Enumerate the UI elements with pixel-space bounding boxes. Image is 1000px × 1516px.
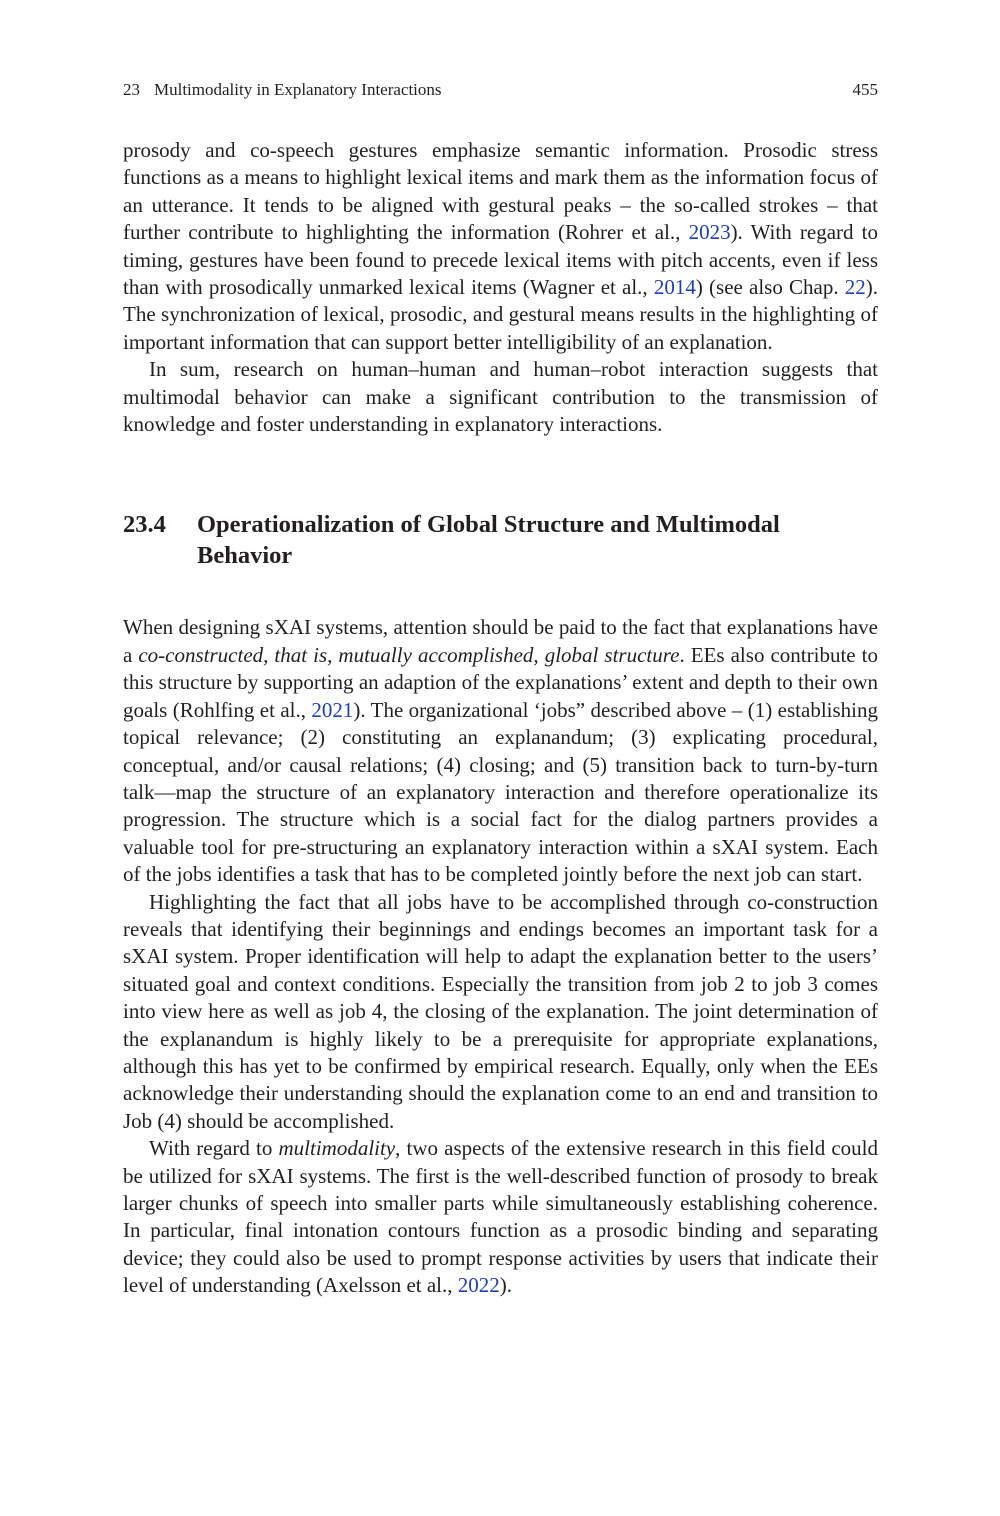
- citation-link-wagner-2014[interactable]: 2014: [653, 275, 696, 300]
- section-title: Operationalization of Global Structure and Multimodal Behavior: [197, 511, 780, 570]
- citation-link-rohlfing-2021[interactable]: 2021: [311, 697, 354, 722]
- text-run: ).: [499, 1273, 512, 1298]
- paragraph-prosody-gestures: [123, 137, 878, 356]
- text-run: ). The synchronization of lexical, prosodic, and gestural means results in the highlighting of important information that can support better intelligibility of an explanation.: [123, 275, 878, 354]
- text-run: prosody and co-speech gestures emphasize semantic information. Prosodic stress functions as a means to highlight lexical items and mark them as the information focus of an utterance. It tends to be aligned with gestural peaks – the so-called strokes – that further contribute to highlighting the information (Rohrer et al.,: [123, 138, 878, 245]
- page-number: 455: [852, 80, 878, 99]
- section-heading: [123, 509, 878, 571]
- text-run: Highlighting the fact that all jobs have to be accomplished through co-construction reveals that identifying their beginnings and endings becomes an important task for a sXAI system. Proper identification will help to adapt the explanation better to the users’ situated goal and context conditions. Especially the transition from job 2 to job 3 comes into view here as well as job 4, the closing of the explanation. The joint determination of the explanandum is highly likely to be a prerequisite for appropriate explanations, although this has yet to be confirmed by empirical research. Equally, only when the EEs acknowledge their understanding should the explanation come to an end and transition to Job (4) should be accomplished.: [123, 889, 878, 1133]
- text-run: With regard to: [149, 1136, 279, 1161]
- emphasis-text: co-constructed, that is, mutually accomplished, global structure: [138, 642, 680, 667]
- text-run: , two aspects of the extensive research in this field could be utilized for sXAI systems. The first is the well-described function of prosody to break larger chunks of speech into smaller parts while simultaneously establishing coherence. In particular, final intonation contours function as a prosodic binding and separating device; they could also be used to prompt response activities by users that indicate their level of understanding (Axelsson et al.,: [123, 1136, 878, 1298]
- chapter-title: Multimodality in Explanatory Interactions: [154, 80, 442, 99]
- paragraph-in-sum: [123, 356, 878, 438]
- running-head: [123, 79, 878, 101]
- text-run: In sum, research on human–human and human–robot interaction suggests that multimodal behavior can make a significant contribution to the transmission of knowledge and foster understanding in explanatory interactions.: [123, 357, 878, 437]
- chapter-link-22[interactable]: 22: [844, 275, 866, 300]
- citation-link-rohrer-2023[interactable]: 2023: [688, 220, 731, 245]
- text-run: ) (see also Chap.: [695, 275, 845, 300]
- text-run: ). The organizational ‘jobs” described above – (1) establishing topical relevance; (2) constituting an explanandum; (3) explicating procedural, conceptual, and/or causal relations; (4) closing; and (5) transition back to turn-by-turn talk—map the structure of an explanatory interaction and therefore operationalize its progression. The structure which is a social fact for the dialog partners provides a valuable tool for pre-structuring an explanatory interaction within a sXAI system. Each of the jobs identifies a task that has to be completed jointly before the next job can start.: [123, 697, 878, 887]
- page-content: [123, 137, 878, 1300]
- text-run: ). With regard to timing, gestures have been found to precede lexical items with pitch accents, even if less than with prosodically unmarked lexical items (Wagner et al.,: [123, 220, 878, 300]
- emphasis-text: multimodality: [278, 1136, 396, 1161]
- paragraph-highlighting-jobs: [123, 889, 878, 1136]
- chapter-number: 23: [123, 80, 140, 99]
- paragraph-designing-sxai: [123, 614, 878, 888]
- text-run: When designing sXAI systems, attention should be paid to the fact that explanations have a: [123, 615, 878, 667]
- citation-link-axelsson-2022[interactable]: 2022: [457, 1273, 500, 1298]
- paragraph-multimodality: [123, 1135, 878, 1299]
- text-run: . EEs also contribute to this structure by supporting an adaption of the explanations’ extent and depth to their own goals (Rohlfing et al.,: [123, 642, 878, 722]
- running-head-left: [123, 79, 442, 101]
- section-number: 23.4: [123, 511, 166, 539]
